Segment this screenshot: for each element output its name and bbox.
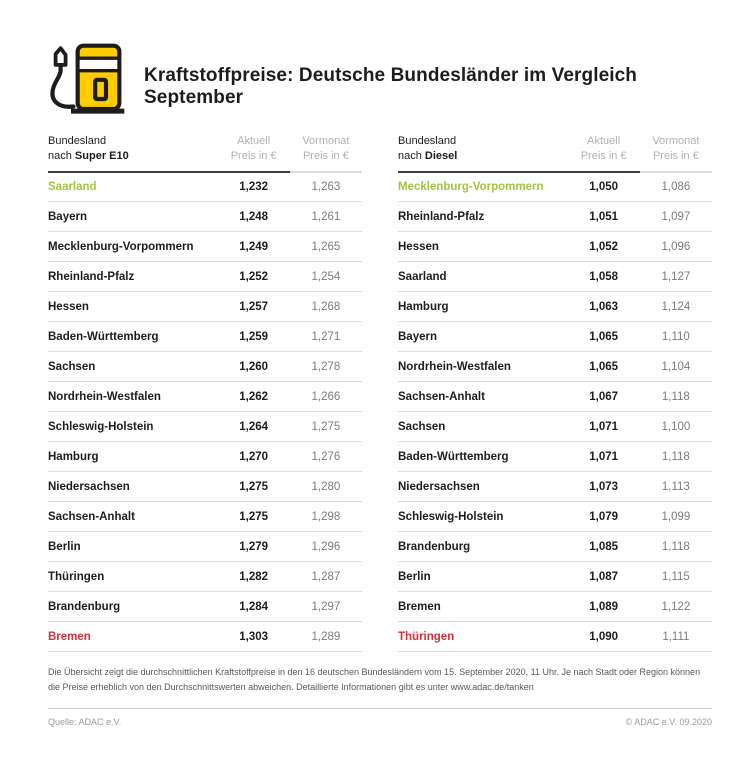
state-cell: Hamburg bbox=[48, 442, 218, 472]
current-price-cell: 1,067 bbox=[568, 382, 640, 412]
previous-price-cell: 1,118 bbox=[640, 382, 712, 412]
current-price-cell: 1,232 bbox=[218, 172, 290, 202]
previous-price-cell: 1,104 bbox=[640, 352, 712, 382]
state-cell: Sachsen bbox=[398, 412, 568, 442]
previous-price-cell: 1,118 bbox=[640, 442, 712, 472]
state-cell: Rheinland-Pfalz bbox=[398, 202, 568, 232]
column-header-previous bbox=[640, 134, 712, 172]
previous-price-cell: 1,118 bbox=[640, 532, 712, 562]
table-row bbox=[398, 232, 712, 262]
state-cell: Sachsen-Anhalt bbox=[48, 502, 218, 532]
previous-price-cell: 1,276 bbox=[290, 442, 362, 472]
previous-price-cell: 1,261 bbox=[290, 202, 362, 232]
table-row bbox=[398, 322, 712, 352]
column-header-state bbox=[398, 134, 568, 172]
header-state-prefix: nach bbox=[48, 149, 75, 162]
state-cell: Berlin bbox=[398, 562, 568, 592]
state-cell: Bayern bbox=[48, 202, 218, 232]
column-header-current bbox=[218, 134, 290, 172]
state-cell: Saarland bbox=[48, 172, 218, 202]
header-current-line1: Aktuell bbox=[587, 135, 621, 147]
state-cell: Bremen bbox=[48, 622, 218, 652]
table-row bbox=[48, 622, 362, 652]
current-price-cell: 1,079 bbox=[568, 502, 640, 532]
table-row bbox=[48, 292, 362, 322]
table-row bbox=[398, 352, 712, 382]
previous-price-cell: 1,287 bbox=[290, 562, 362, 592]
previous-price-cell: 1,268 bbox=[290, 292, 362, 322]
previous-price-cell: 1,096 bbox=[640, 232, 712, 262]
header-state-line1: Bundesland bbox=[398, 135, 457, 147]
previous-price-cell: 1,298 bbox=[290, 502, 362, 532]
state-cell: Hamburg bbox=[398, 292, 568, 322]
page-title: Kraftstoffpreise: Deutsche Bundesländer im Vergleich September bbox=[144, 65, 637, 108]
current-price-cell: 1,248 bbox=[218, 202, 290, 232]
current-price-cell: 1,282 bbox=[218, 562, 290, 592]
table-row bbox=[398, 562, 712, 592]
state-cell: Sachsen bbox=[48, 352, 218, 382]
current-price-cell: 1,303 bbox=[218, 622, 290, 652]
current-price-cell: 1,052 bbox=[568, 232, 640, 262]
state-cell: Schleswig-Holstein bbox=[48, 412, 218, 442]
table-row bbox=[48, 502, 362, 532]
header-previous-line1: Vormonat bbox=[302, 135, 350, 147]
previous-price-cell: 1,122 bbox=[640, 592, 712, 622]
state-cell: Bayern bbox=[398, 322, 568, 352]
previous-price-cell: 1,266 bbox=[290, 382, 362, 412]
state-cell: Nordrhein-Westfalen bbox=[48, 382, 218, 412]
previous-price-cell: 1,297 bbox=[290, 592, 362, 622]
current-price-cell: 1,262 bbox=[218, 382, 290, 412]
state-cell: Brandenburg bbox=[48, 592, 218, 622]
table-row bbox=[398, 382, 712, 412]
table-row bbox=[398, 292, 712, 322]
current-price-cell: 1,071 bbox=[568, 412, 640, 442]
source-label: Quelle: ADAC e.V. bbox=[48, 716, 122, 727]
table-row bbox=[398, 172, 712, 202]
state-cell: Baden-Württemberg bbox=[398, 442, 568, 472]
state-cell: Thüringen bbox=[48, 562, 218, 592]
state-cell: Mecklenburg-Vorpommern bbox=[48, 232, 218, 262]
header-previous-line2: Preis in € bbox=[302, 149, 349, 162]
current-price-cell: 1,275 bbox=[218, 472, 290, 502]
current-price-cell: 1,252 bbox=[218, 262, 290, 292]
table-row bbox=[398, 532, 712, 562]
current-price-cell: 1,087 bbox=[568, 562, 640, 592]
current-price-cell: 1,058 bbox=[568, 262, 640, 292]
previous-price-cell: 1,265 bbox=[290, 232, 362, 262]
previous-price-cell: 1,289 bbox=[290, 622, 362, 652]
table-row bbox=[48, 322, 362, 352]
current-price-cell: 1,065 bbox=[568, 352, 640, 382]
table-row bbox=[48, 172, 362, 202]
table-header-row bbox=[398, 134, 712, 172]
table-row bbox=[48, 352, 362, 382]
state-cell: Nordrhein-Westfalen bbox=[398, 352, 568, 382]
table-row bbox=[48, 472, 362, 502]
state-cell: Niedersachsen bbox=[398, 472, 568, 502]
current-price-cell: 1,270 bbox=[218, 442, 290, 472]
state-cell: Rheinland-Pfalz bbox=[48, 262, 218, 292]
state-cell: Sachsen-Anhalt bbox=[398, 382, 568, 412]
previous-price-cell: 1,110 bbox=[640, 322, 712, 352]
state-cell: Brandenburg bbox=[398, 532, 568, 562]
header-state-prefix: nach bbox=[398, 149, 425, 162]
state-cell: Niedersachsen bbox=[48, 472, 218, 502]
table-row bbox=[48, 232, 362, 262]
table-header-row bbox=[48, 134, 362, 172]
header-current-line1: Aktuell bbox=[237, 135, 271, 147]
current-price-cell: 1,275 bbox=[218, 502, 290, 532]
table-row bbox=[398, 472, 712, 502]
table-row bbox=[48, 532, 362, 562]
table-row bbox=[398, 502, 712, 532]
current-price-cell: 1,284 bbox=[218, 592, 290, 622]
previous-price-cell: 1,115 bbox=[640, 562, 712, 592]
table-row bbox=[48, 382, 362, 412]
current-price-cell: 1,264 bbox=[218, 412, 290, 442]
header-fuel-type: Super E10 bbox=[74, 149, 129, 162]
table-row bbox=[398, 592, 712, 622]
previous-price-cell: 1,280 bbox=[290, 472, 362, 502]
current-price-cell: 1,073 bbox=[568, 472, 640, 502]
header bbox=[0, 0, 750, 128]
header-fuel-type: Diesel bbox=[424, 149, 458, 162]
table-row bbox=[398, 622, 712, 652]
current-price-cell: 1,090 bbox=[568, 622, 640, 652]
table-super-e10 bbox=[48, 134, 362, 652]
header-current-line2: Preis in € bbox=[230, 149, 277, 162]
previous-price-cell: 1,099 bbox=[640, 502, 712, 532]
state-cell: Thüringen bbox=[398, 622, 568, 652]
previous-price-cell: 1,111 bbox=[640, 622, 712, 652]
fuel-pump-icon bbox=[46, 34, 126, 124]
current-price-cell: 1,050 bbox=[568, 172, 640, 202]
previous-price-cell: 1,263 bbox=[290, 172, 362, 202]
copyright-label: © ADAC e.V. 09.2020 bbox=[625, 716, 712, 727]
previous-price-cell: 1,296 bbox=[290, 532, 362, 562]
current-price-cell: 1,279 bbox=[218, 532, 290, 562]
table-row bbox=[48, 262, 362, 292]
previous-price-cell: 1,124 bbox=[640, 292, 712, 322]
table-row bbox=[48, 562, 362, 592]
table-row bbox=[48, 592, 362, 622]
state-cell: Baden-Württemberg bbox=[48, 322, 218, 352]
state-cell: Hessen bbox=[398, 232, 568, 262]
current-price-cell: 1,249 bbox=[218, 232, 290, 262]
current-price-cell: 1,260 bbox=[218, 352, 290, 382]
state-cell: Bremen bbox=[398, 592, 568, 622]
state-cell: Schleswig-Holstein bbox=[398, 502, 568, 532]
previous-price-cell: 1,113 bbox=[640, 472, 712, 502]
header-current-line2: Preis in € bbox=[580, 149, 627, 162]
current-price-cell: 1,089 bbox=[568, 592, 640, 622]
header-state-line1: Bundesland bbox=[48, 135, 107, 147]
table-row bbox=[48, 442, 362, 472]
state-cell: Mecklenburg-Vorpommern bbox=[398, 172, 568, 202]
column-header-state bbox=[48, 134, 218, 172]
table-row bbox=[398, 202, 712, 232]
current-price-cell: 1,063 bbox=[568, 292, 640, 322]
previous-price-cell: 1,097 bbox=[640, 202, 712, 232]
previous-price-cell: 1,100 bbox=[640, 412, 712, 442]
previous-price-cell: 1,086 bbox=[640, 172, 712, 202]
previous-price-cell: 1,278 bbox=[290, 352, 362, 382]
table-row bbox=[48, 412, 362, 442]
state-cell: Hessen bbox=[48, 292, 218, 322]
previous-price-cell: 1,275 bbox=[290, 412, 362, 442]
header-previous-line2: Preis in € bbox=[652, 149, 699, 162]
state-cell: Saarland bbox=[398, 262, 568, 292]
previous-price-cell: 1,127 bbox=[640, 262, 712, 292]
table-row bbox=[398, 262, 712, 292]
current-price-cell: 1,051 bbox=[568, 202, 640, 232]
table-row bbox=[398, 442, 712, 472]
price-tables bbox=[0, 128, 750, 652]
current-price-cell: 1,085 bbox=[568, 532, 640, 562]
current-price-cell: 1,065 bbox=[568, 322, 640, 352]
state-cell: Berlin bbox=[48, 532, 218, 562]
previous-price-cell: 1,271 bbox=[290, 322, 362, 352]
current-price-cell: 1,071 bbox=[568, 442, 640, 472]
table-diesel bbox=[398, 134, 712, 652]
current-price-cell: 1,259 bbox=[218, 322, 290, 352]
table-row bbox=[398, 412, 712, 442]
previous-price-cell: 1,254 bbox=[290, 262, 362, 292]
footer bbox=[48, 708, 712, 727]
column-header-previous bbox=[290, 134, 362, 172]
footnote: Die Übersicht zeigt die durchschnittlichen Kraftstoffpreise in den 16 deutschen Bundesländern vom 15. September 2020, 11 Uhr. Je nach Stadt oder Region können die Preise erheblich von den Durchschnittswerten abweichen. Detaillierte Informationen gibt es unter www.adac.de/tanken bbox=[48, 667, 701, 693]
column-header-current bbox=[568, 134, 640, 172]
table-row bbox=[48, 202, 362, 232]
header-previous-line1: Vormonat bbox=[652, 135, 700, 147]
current-price-cell: 1,257 bbox=[218, 292, 290, 322]
